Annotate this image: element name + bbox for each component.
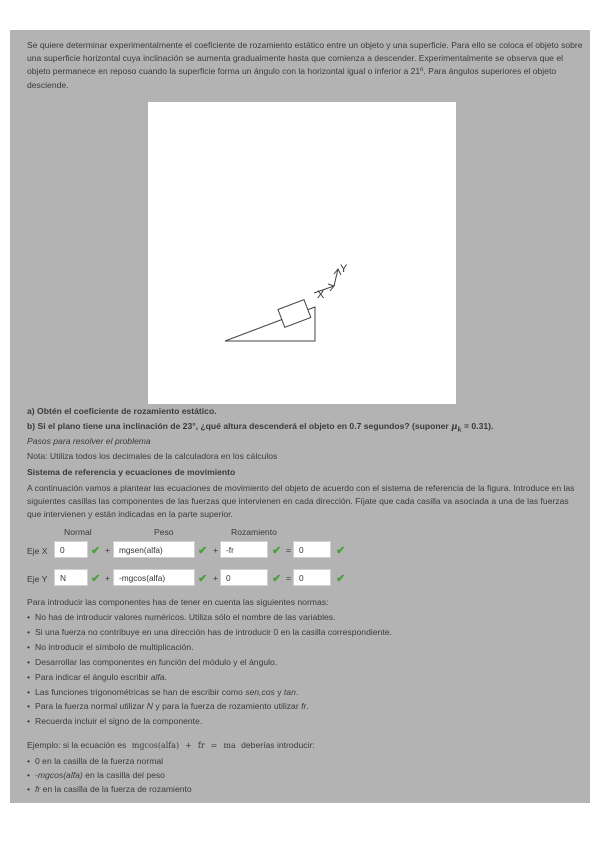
list-item: • No has de introducir valores numéricos. Utiliza sólo el nombre de las variables. <box>27 610 392 625</box>
rule-emphasis: sen,cos <box>245 686 275 697</box>
list-item: • No introducir el símbolo de multiplicación. <box>27 640 392 655</box>
input-x-peso[interactable]: mgsen(alfa) <box>113 541 195 558</box>
rule-text: . <box>164 671 167 682</box>
rule-emphasis: tan <box>283 686 296 697</box>
example-list <box>27 754 192 797</box>
rules-list <box>27 610 392 729</box>
axis-y-label: Y <box>340 263 348 275</box>
check-icon: ✔ <box>198 573 208 585</box>
mu-letter: μ <box>451 422 458 432</box>
list-item <box>27 768 192 782</box>
axis-label-y: Eje Y <box>27 574 48 584</box>
list-item <box>27 782 192 796</box>
example-item-text: en la casilla del peso <box>82 770 165 781</box>
question-b-value: = 0.31). <box>461 421 494 431</box>
mu-subscript: k <box>457 426 462 434</box>
rule-text: Para la fuerza normal utilizar <box>35 701 147 712</box>
rules-intro: Para introducir las componentes has de tener en cuenta las siguientes normas: <box>27 597 329 607</box>
question-b <box>27 421 493 434</box>
problem-panel <box>10 30 590 803</box>
list-item: • Si una fuerza no contribuye en una dirección has de introducir 0 en la casilla correspondiente. <box>27 625 392 640</box>
equation-row-y <box>27 569 367 589</box>
equals-sign: = <box>286 573 292 583</box>
section-text: A continuación vamos a plantear las ecuaciones de movimiento del objeto de acuerdo con el sistema de referencia de la figura. Introduce en las siguientes casillas las componentes de las fuerzas que intervienen en cada dirección. Fíjate que cada casilla va asociada a una de las fuerzas que intervienen y están indicadas en la parte superior. <box>27 483 575 520</box>
example-emphasis: fr <box>35 784 41 795</box>
list-item: • 0 en la casilla de la fuerza normal <box>27 754 192 768</box>
list-item <box>27 699 392 714</box>
check-icon: ✔ <box>336 573 346 585</box>
example-text: Ejemplo: si la ecuación es <box>27 740 127 750</box>
example-eq-term: ma <box>223 741 236 750</box>
example-eq-equals: = <box>210 741 218 750</box>
example-text: deberías introducir: <box>241 740 315 750</box>
list-item: • Recuerda incluir el signo de la componente. <box>27 714 392 729</box>
section-title: Sistema de referencia y ecuaciones de movimiento <box>27 467 236 477</box>
plus-sign: + <box>213 573 219 583</box>
rule-text: y para la fuerza de rozamiento utilizar <box>153 701 302 712</box>
header-rozamiento: Rozamiento <box>231 527 277 537</box>
rule-text: . <box>306 701 309 712</box>
steps-heading: Pasos para resolver el problema <box>27 436 151 446</box>
input-y-rozamiento[interactable]: 0 <box>220 569 268 586</box>
rule-text: . <box>295 686 299 697</box>
input-y-normal[interactable]: N <box>54 569 88 586</box>
check-icon: ✔ <box>272 573 282 585</box>
rule-emphasis: fr <box>301 701 307 712</box>
header-peso: Peso <box>154 527 174 537</box>
check-icon: ✔ <box>336 545 346 557</box>
question-b-text: b) Si el plano tiene una inclinación de 23°, ¿qué altura descenderá el objeto en 0.7 segundos? (suponer <box>27 421 452 431</box>
list-item: • Desarrollar las componentes en función del módulo y el ángulo. <box>27 655 392 670</box>
rule-emphasis: N <box>146 701 153 712</box>
inclined-plane-diagram <box>148 102 456 404</box>
input-x-result[interactable]: 0 <box>293 541 331 558</box>
example-eq-term: mgcos(alfa) <box>131 741 180 750</box>
list-item <box>27 685 392 700</box>
input-y-peso[interactable]: -mgcos(alfa) <box>113 569 195 586</box>
rule-text: Para indicar el ángulo escribir <box>35 671 151 682</box>
input-x-normal[interactable]: 0 <box>54 541 88 558</box>
axis-x-label: X <box>317 289 325 301</box>
inclined-plane-figure <box>148 102 456 404</box>
header-normal: Normal <box>64 527 92 537</box>
mu-symbol <box>451 422 461 432</box>
input-y-result[interactable]: 0 <box>293 569 331 586</box>
rule-text: Las funciones trigonométricas se han de escribir como <box>35 686 246 697</box>
equation-row-x <box>27 541 367 561</box>
list-item <box>27 670 392 685</box>
plus-sign: + <box>105 545 111 555</box>
example-eq-plus: + <box>185 741 192 750</box>
problem-intro: Se quiere determinar experimentalmente el coeficiente de rozamiento estático entre un objeto y una superficie. Para ello se coloca el objeto sobre una superficie horizontal cuya inclinación se aumenta gradualmente hasta que comienza a descender. Experimentalmente se observa que el objeto permanece en reposo cuando la superficie forma un ángulo con la horizontal igual o inferior a 21º. Para ángulos superiores el objeto desciende. <box>27 40 583 90</box>
check-icon: ✔ <box>91 573 101 585</box>
axis-label-x: Eje X <box>27 546 48 556</box>
block <box>278 300 311 328</box>
example-line <box>27 740 315 750</box>
check-icon: ✔ <box>198 545 208 557</box>
example-emphasis: -mgcos(alfa) <box>35 770 83 781</box>
input-x-rozamiento[interactable]: -fr <box>220 541 268 558</box>
question-a: a) Obtén el coeficiente de rozamiento estático. <box>27 406 217 416</box>
example-eq-term: fr <box>197 741 205 750</box>
rule-text: y <box>274 686 284 697</box>
plus-sign: + <box>105 573 111 583</box>
plus-sign: + <box>213 545 219 555</box>
rule-emphasis: alfa <box>150 671 165 682</box>
check-icon: ✔ <box>91 545 101 557</box>
note: Nota: Utiliza todos los decimales de la calculadora en los cálculos <box>27 451 278 461</box>
equals-sign: = <box>286 545 292 555</box>
example-item-text: en la casilla de la fuerza de rozamiento <box>40 784 192 795</box>
check-icon: ✔ <box>272 545 282 557</box>
